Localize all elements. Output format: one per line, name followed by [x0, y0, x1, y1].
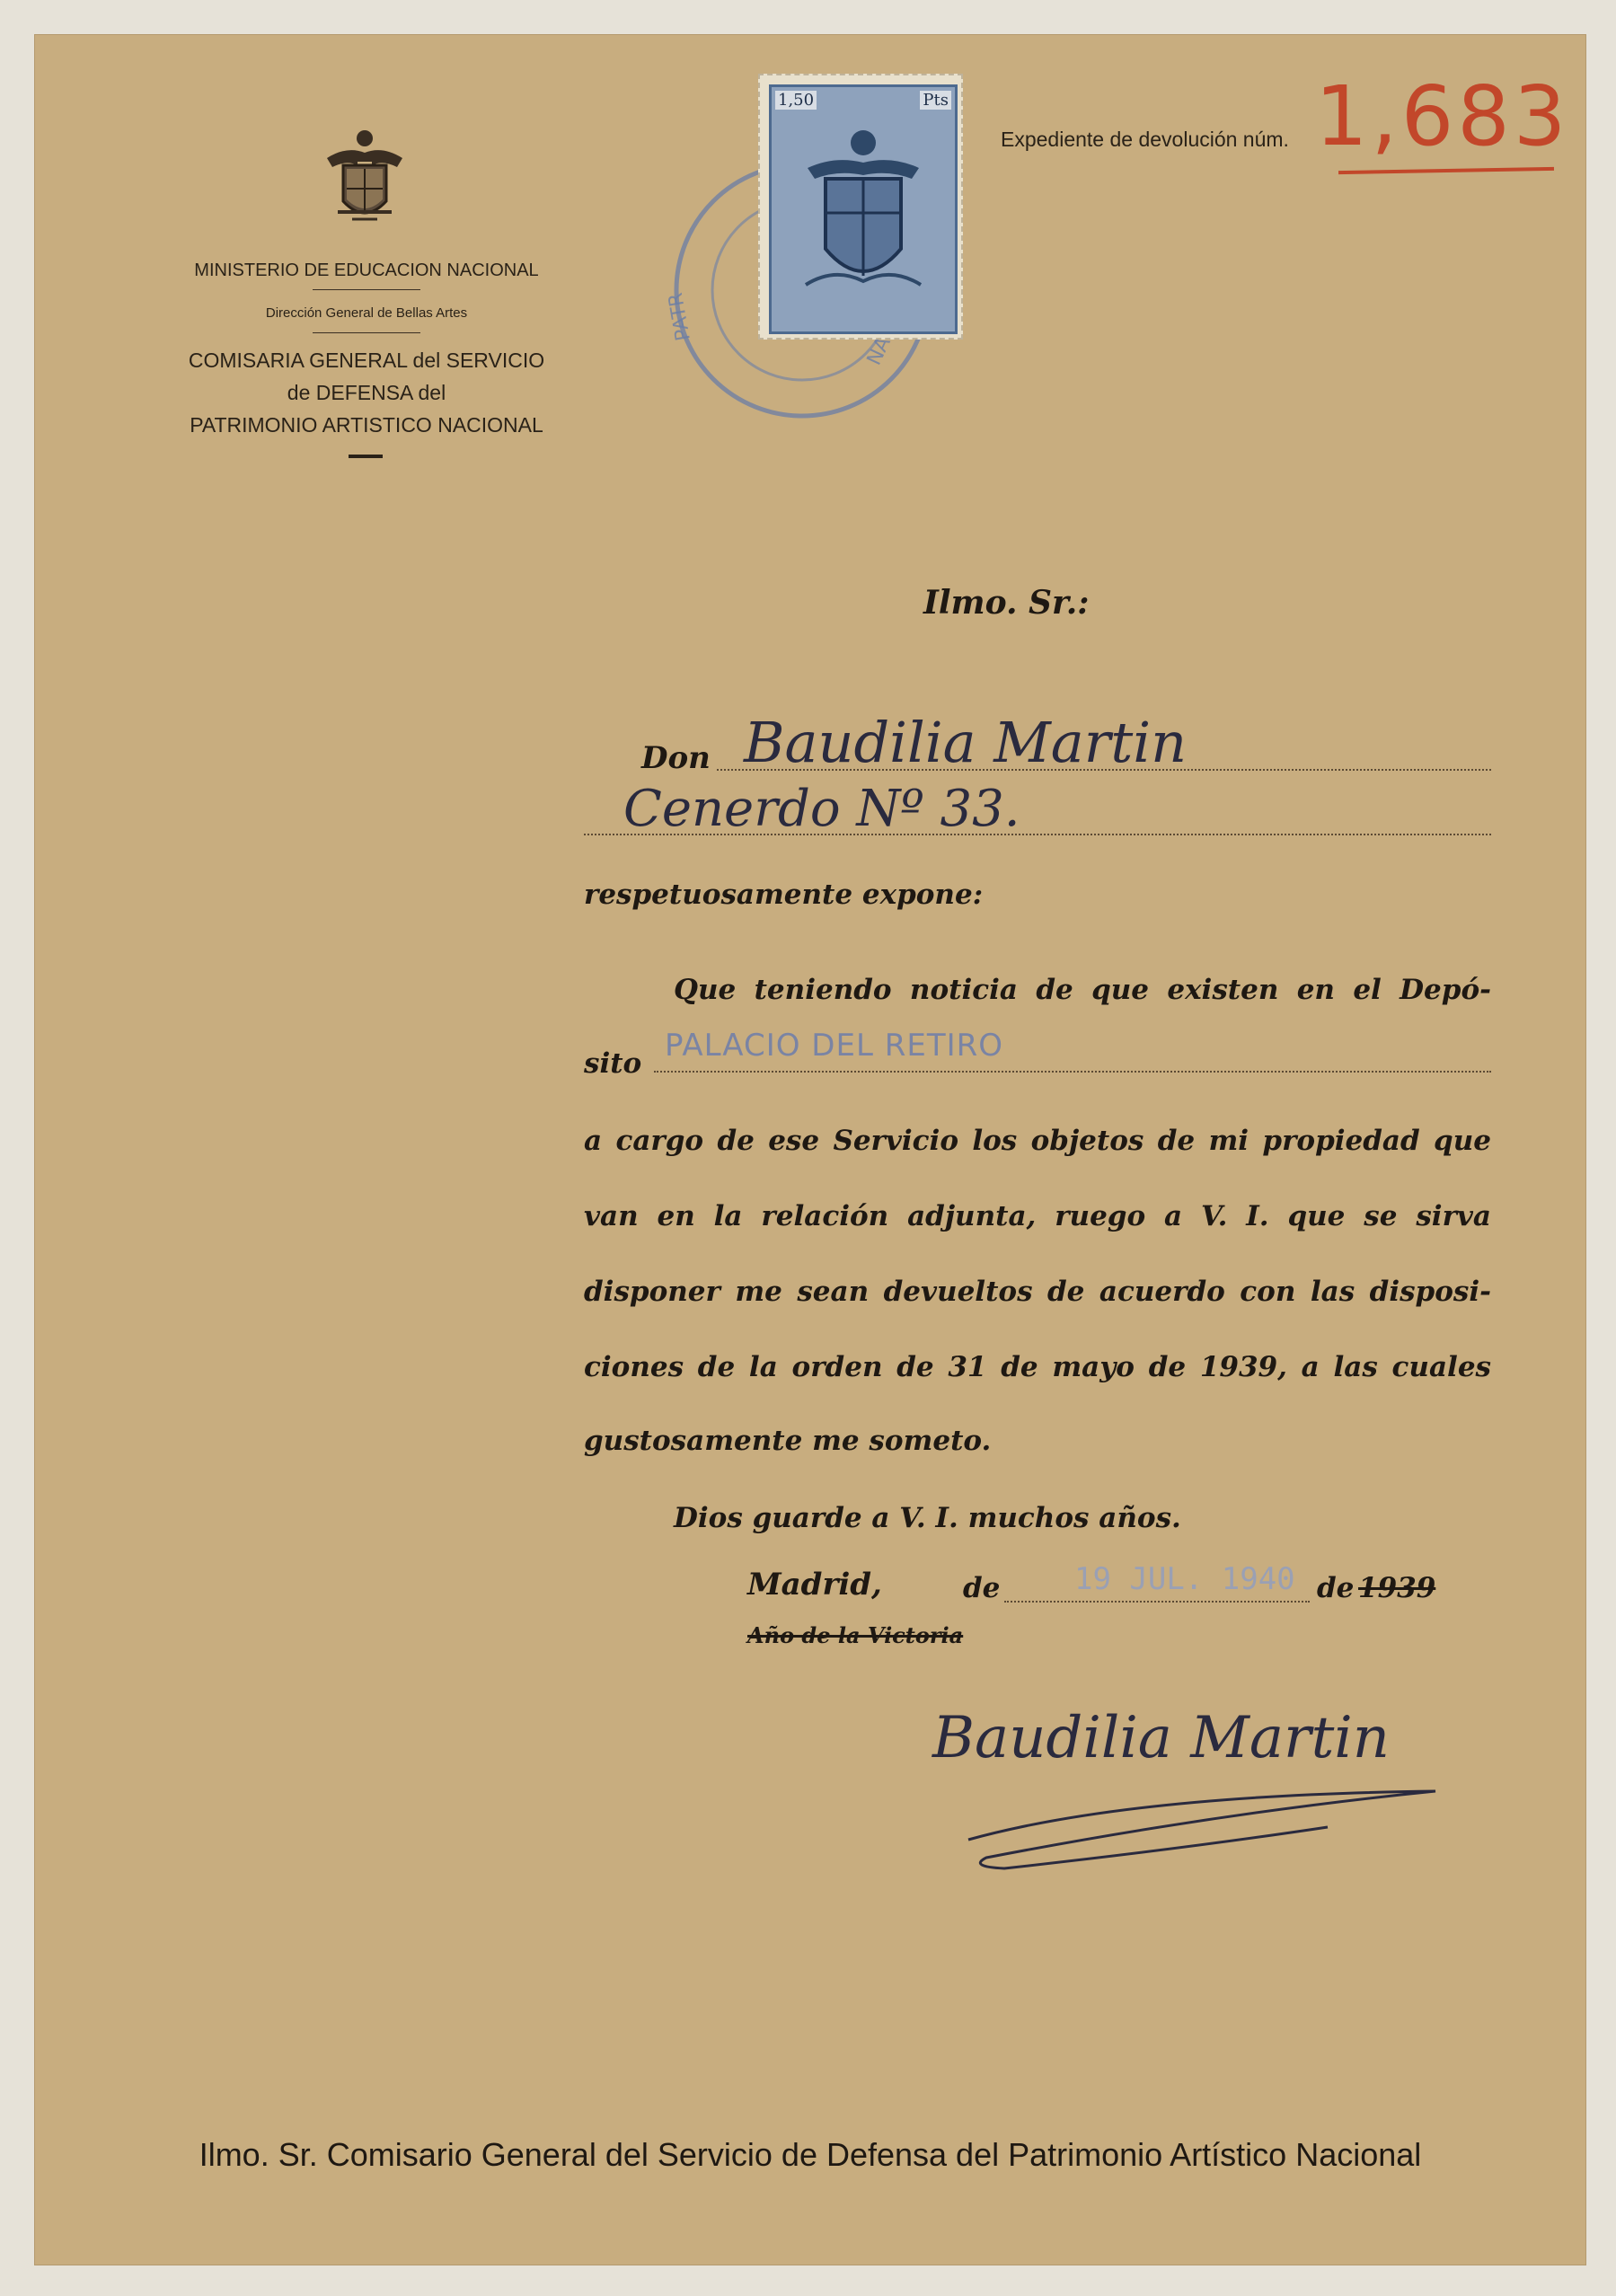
stamp-shield-icon — [799, 123, 928, 303]
commission-heading-line3: PATRIMONIO ARTISTICO NACIONAL — [190, 413, 543, 437]
stamp-currency: Pts — [920, 91, 951, 110]
address-handwritten: Cenerdo Nº 33. — [623, 780, 1020, 838]
year-struck: 1939 — [1358, 1572, 1436, 1604]
date-stamp: 19 JUL. 1940 — [1074, 1561, 1295, 1597]
paragraph-line: ciones de la orden de 31 de mayo de 1939, a las cuales — [584, 1351, 1491, 1383]
footer-addressee: Ilmo. Sr. Comisario General del Servicio de Defensa del Patrimonio Artístico Nacional — [199, 2136, 1422, 2173]
commission-heading-line2: de DEFENSA del — [287, 381, 446, 404]
divider — [313, 289, 420, 290]
paragraph-line: Que teniendo noticia de que existen en el Depó- — [674, 974, 1491, 1006]
divider — [313, 332, 420, 333]
signature-flourish — [950, 1741, 1453, 1876]
paragraph-line: gustosamente me someto. — [584, 1425, 992, 1457]
expone-line: respetuosamente expone: — [584, 879, 984, 911]
direction-heading: Dirección General de Bellas Artes — [265, 305, 468, 321]
paragraph-line: a cargo de ese Servicio los objetos de mi propiedad que — [584, 1125, 1491, 1157]
closing-line: Dios guarde a V. I. muchos años. — [674, 1502, 1181, 1534]
revenue-stamp-frame — [769, 84, 958, 334]
expediente-label: Expediente de devolución núm. — [1001, 128, 1289, 151]
expediente-underline — [1338, 167, 1554, 174]
paragraph-line: van en la relación adjunta, ruego a V. I. que se sirva — [584, 1200, 1491, 1232]
heading-dash — [349, 455, 383, 458]
name-handwritten: Baudilia Martin — [744, 710, 1188, 775]
revenue-stamp — [758, 74, 963, 340]
date-dotted-line — [1004, 1601, 1310, 1603]
paragraph-line: sito — [584, 1047, 642, 1080]
date-de: de — [1317, 1572, 1355, 1604]
ministry-heading: MINISTERIO DE EDUCACION NACIONAL — [194, 261, 539, 280]
document-page — [34, 34, 1586, 2265]
commission-heading-line1: COMISARIA GENERAL del SERVICIO — [188, 349, 545, 372]
signature: Baudilia Martin — [932, 1705, 1390, 1771]
stamp-value: 1,50 — [775, 91, 817, 110]
seal-word: PATR — [664, 290, 695, 343]
place: Madrid, — [747, 1567, 882, 1603]
date-de: de — [963, 1572, 1001, 1604]
don-label: Don — [641, 740, 711, 776]
salutation: Ilmo. Sr.: — [923, 584, 1090, 622]
deposito-stamp: PALACIO DEL RETIRO — [665, 1028, 1004, 1064]
deposito-dotted-line — [654, 1071, 1491, 1073]
paragraph-line: disponer me sean devueltos de acuerdo con las disposi- — [584, 1276, 1491, 1308]
coat-of-arms-emblem — [320, 126, 410, 234]
ano-victoria-struck: Año de la Victoria — [747, 1622, 964, 1648]
expediente-number: 1,683 — [1315, 68, 1570, 164]
